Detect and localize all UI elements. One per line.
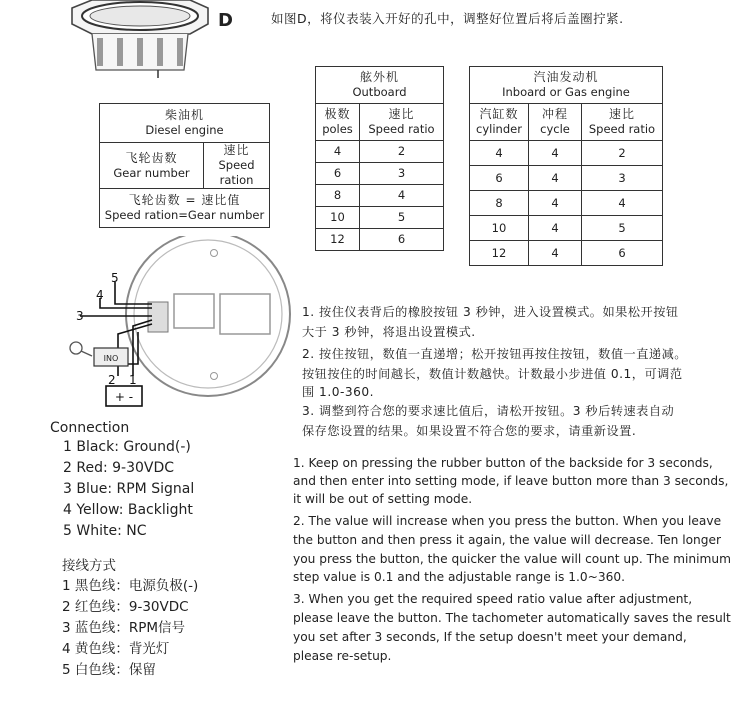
connector-block	[148, 302, 168, 332]
inboard-col2-cn: 冲程	[541, 107, 568, 121]
connection-cn-item: 3 蓝色线：RPM信号	[62, 620, 186, 636]
ignition-label: INO	[103, 354, 119, 363]
table-cell: 10	[316, 207, 360, 229]
key-icon	[70, 342, 82, 354]
table-cell: 4	[529, 166, 582, 191]
connection-cn-item: 5 白色线：保留	[62, 662, 156, 678]
diesel-col2-cn: 速比	[223, 143, 250, 157]
table-cell: 8	[470, 191, 529, 216]
instruction-cn-line: 3. 调整到符合您的要求速比值后，请松开按钮。3 秒后转速表自动	[302, 404, 675, 418]
diesel-col1-en: Gear number	[113, 165, 190, 180]
outboard-col1-en: poles	[322, 122, 353, 136]
figure-label: D	[218, 10, 233, 31]
instruction-en-line: please leave the button. The tachometer automatically saves the result	[293, 611, 731, 625]
table-cell: 4	[582, 191, 663, 216]
instruction-en-line: 1. Keep on pressing the rubber button of the backside for 3 seconds,	[293, 456, 713, 470]
connection-cn-list	[62, 576, 198, 681]
gauge-mounting-sketch	[40, 0, 230, 80]
instruction-cn-line: 围 1.0-360.	[302, 385, 374, 399]
table-cell: 3	[582, 166, 663, 191]
wire-label-3: 3	[76, 309, 84, 323]
inboard-col2-en: cycle	[540, 122, 570, 136]
instruction-en-line: please re-setup.	[293, 649, 392, 663]
instruction-en-line: the button and then press it again, the value will decrease. Ten longer	[293, 533, 722, 547]
diesel-col2-en: Speed ration	[218, 158, 255, 187]
instruction-en-line: step value is 0.1 and the adjustable range is 1.0~360.	[293, 570, 626, 584]
outboard-col1-cn: 极数	[324, 107, 351, 121]
table-cell: 8	[316, 185, 360, 207]
connection-cn-title: 接线方式	[62, 558, 116, 574]
instruction-cn-line: 保存您设置的结果。如果设置不符合您的要求，请重新设置.	[302, 424, 637, 438]
instruction-en-line: 3. When you get the required speed ratio value after adjustment,	[293, 592, 693, 606]
inboard-title-en: Inboard or Gas engine	[502, 85, 630, 99]
diesel-formula-cn: 飞轮齿数 = 速比值	[128, 193, 241, 207]
table-cell: 12	[316, 229, 360, 251]
instruction-en-line: it will be out of setting mode.	[293, 492, 473, 506]
connection-cn-item: 1 黑色线：电源负极(-)	[62, 578, 199, 594]
instruction-cn-line: 2. 按住按钮，数值一直递增；松开按钮再按住按钮，数值一直递减。	[302, 347, 687, 361]
instruction-cn-line: 按钮按住的时间越长，数值计数越快。计数最小步进值 0.1，可调范	[302, 367, 683, 381]
inboard-col1-cn: 汽缸数	[479, 107, 519, 121]
wiring-diagram	[60, 236, 300, 416]
table-cell: 5	[582, 216, 663, 241]
diesel-col1-cn: 飞轮齿数	[125, 150, 178, 165]
table-cell: 4	[529, 141, 582, 166]
connection-cn-item: 4 黄色线：背光灯	[62, 641, 170, 657]
wire-label-2: 2	[108, 373, 116, 387]
inboard-col1-en: cylinder	[476, 122, 522, 136]
display-window	[174, 294, 214, 328]
table-cell: 4	[316, 141, 360, 163]
connection-list	[63, 437, 194, 542]
table-cell: 4	[360, 185, 444, 207]
connection-item: 5 White: NC	[63, 523, 147, 539]
table-cell: 3	[360, 163, 444, 185]
connection-cn-item: 2 红色线：9-30VDC	[62, 599, 189, 615]
table-cell: 4	[529, 191, 582, 216]
diesel-table	[99, 103, 270, 228]
connection-title: Connection	[50, 420, 130, 436]
diesel-formula-en: Speed ration=Gear number	[104, 208, 265, 222]
table-cell: 6	[582, 241, 663, 266]
table-cell: 4	[470, 141, 529, 166]
table-cell: 4	[529, 241, 582, 266]
wire-label-1: 1	[129, 373, 137, 387]
table-cell: 5	[360, 207, 444, 229]
diesel-title-cn: 柴油机	[164, 108, 204, 122]
table-cell: 12	[470, 241, 529, 266]
instruction-en-line: you set after 3 seconds, If the setup doesn't meet your demand,	[293, 630, 687, 644]
connection-item: 3 Blue: RPM Signal	[63, 481, 195, 497]
table-cell: 6	[316, 163, 360, 185]
outboard-table	[315, 66, 444, 251]
wire-label-5: 5	[111, 271, 119, 285]
outboard-col2-cn: 速比	[388, 107, 415, 121]
inboard-col3-en: Speed ratio	[588, 122, 656, 136]
install-note: 如图D，将仪表装入开好的孔中，调整好位置后将后盖圈拧紧.	[271, 11, 624, 26]
instruction-en-line: you press the button, the quicker the value will count up. The minimum	[293, 552, 731, 566]
instruction-en-line: and then enter into setting mode, if leave button more than 3 seconds,	[293, 474, 729, 488]
connection-item: 1 Black: Ground(-)	[63, 439, 191, 455]
table-cell: 6	[470, 166, 529, 191]
outboard-title-cn: 舷外机	[359, 70, 399, 84]
table-cell: 6	[360, 229, 444, 251]
outboard-col2-en: Speed ratio	[368, 122, 435, 136]
instruction-en-line: 2. The value will increase when you press the button. When you leave	[293, 514, 722, 528]
wire-label-4: 4	[96, 288, 104, 302]
connection-item: 2 Red: 9-30VDC	[63, 460, 175, 476]
instruction-cn-line: 1. 按住仪表背后的橡胶按钮 3 秒钟，进入设置模式。如果松开按钮	[302, 305, 679, 319]
table-cell: 10	[470, 216, 529, 241]
diesel-title-en: Diesel engine	[145, 123, 224, 137]
inboard-table	[469, 66, 663, 266]
connection-item: 4 Yellow: Backlight	[63, 502, 193, 518]
outboard-title-en: Outboard	[352, 85, 407, 99]
battery-label: + -	[114, 390, 134, 404]
instruction-cn-line: 大于 3 秒钟，将退出设置模式.	[302, 325, 476, 339]
table-cell: 2	[360, 141, 444, 163]
inboard-col3-cn: 速比	[608, 107, 635, 121]
table-cell: 2	[582, 141, 663, 166]
table-cell: 4	[529, 216, 582, 241]
inboard-title-cn: 汽油发动机	[533, 70, 599, 84]
